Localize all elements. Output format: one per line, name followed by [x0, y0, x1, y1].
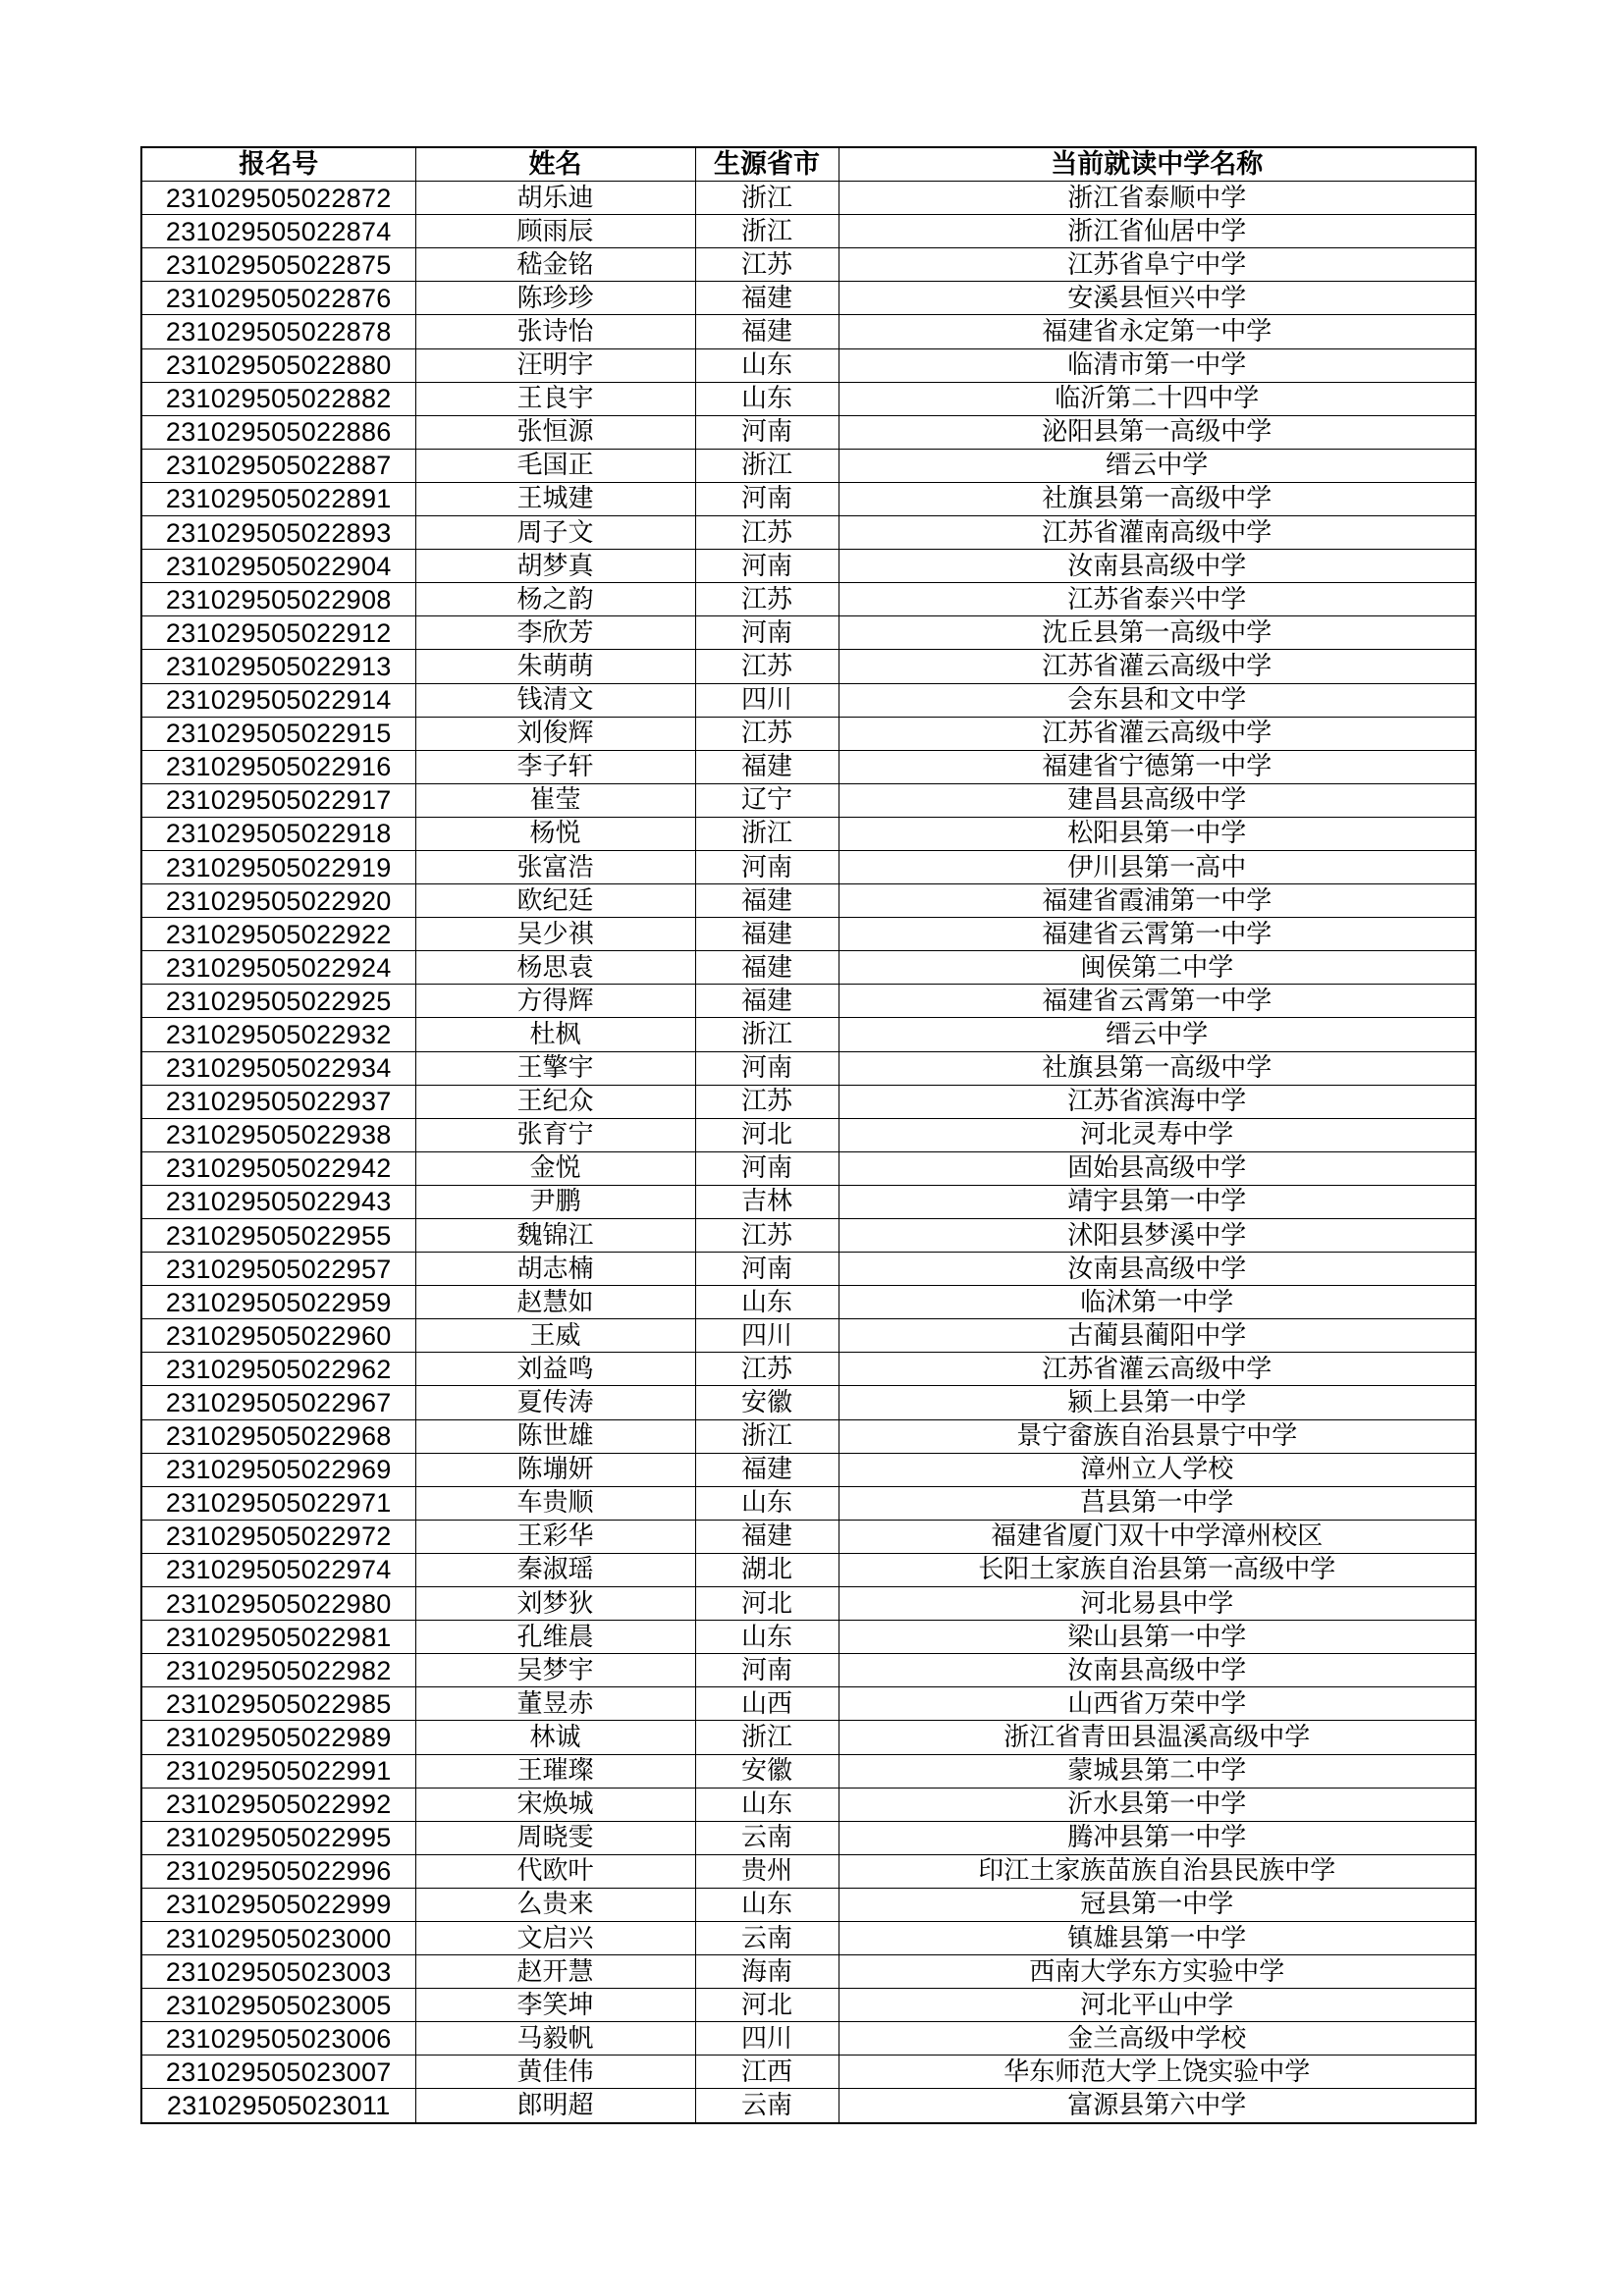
- province-cell: 浙江: [695, 1721, 839, 1754]
- name-cell: 陈珍珍: [415, 282, 695, 315]
- table-row: [141, 1386, 1476, 1419]
- name-cell: 胡乐迪: [415, 182, 695, 215]
- province-cell: 浙江: [695, 182, 839, 215]
- table-row: [141, 783, 1476, 817]
- registration-number-cell: 231029505022969: [141, 1453, 415, 1486]
- registration-number-cell: 231029505022912: [141, 616, 415, 650]
- school-name-cell: 江苏省泰兴中学: [839, 583, 1476, 616]
- province-cell: 江西: [695, 2056, 839, 2089]
- name-cell: 金悦: [415, 1151, 695, 1185]
- name-cell: 林诚: [415, 1721, 695, 1754]
- school-name-cell: 福建省宁德第一中学: [839, 750, 1476, 783]
- registration-number-cell: 231029505022968: [141, 1419, 415, 1453]
- registration-number-cell: 231029505022981: [141, 1621, 415, 1654]
- name-cell: 宋焕城: [415, 1788, 695, 1821]
- registration-number-cell: 231029505022917: [141, 783, 415, 817]
- name-cell: 李子轩: [415, 750, 695, 783]
- table-row: [141, 2056, 1476, 2089]
- registration-number-cell: 231029505022915: [141, 717, 415, 750]
- table-row: [141, 884, 1476, 918]
- school-name-cell: 汝南县高级中学: [839, 1654, 1476, 1687]
- province-cell: 河南: [695, 550, 839, 583]
- school-name-cell: 景宁畲族自治县景宁中学: [839, 1419, 1476, 1453]
- table-row: [141, 1654, 1476, 1687]
- registration-number-cell: 231029505022882: [141, 382, 415, 415]
- name-cell: 夏传涛: [415, 1386, 695, 1419]
- school-name-cell: 漳州立人学校: [839, 1453, 1476, 1486]
- registration-number-cell: 231029505022891: [141, 482, 415, 515]
- table-row: [141, 2089, 1476, 2123]
- school-name-cell: 临沂第二十四中学: [839, 382, 1476, 415]
- name-cell: 刘俊辉: [415, 717, 695, 750]
- province-cell: 辽宁: [695, 783, 839, 817]
- table-body: [141, 182, 1476, 2123]
- school-name-cell: 富源县第六中学: [839, 2089, 1476, 2123]
- school-name-cell: 福建省云霄第一中学: [839, 985, 1476, 1018]
- table-row: [141, 1453, 1476, 1486]
- registration-number-cell: 231029505022925: [141, 985, 415, 1018]
- province-cell: 山东: [695, 1286, 839, 1319]
- school-name-cell: 江苏省灌南高级中学: [839, 516, 1476, 550]
- table-row: [141, 482, 1476, 515]
- table-row: [141, 1520, 1476, 1553]
- name-cell: 张诗怡: [415, 315, 695, 348]
- province-cell: 河南: [695, 415, 839, 449]
- school-name-cell: 山西省万荣中学: [839, 1687, 1476, 1721]
- school-name-cell: 固始县高级中学: [839, 1151, 1476, 1185]
- province-cell: 山东: [695, 348, 839, 382]
- province-cell: 安徽: [695, 1386, 839, 1419]
- table-row: [141, 1486, 1476, 1520]
- province-cell: 江苏: [695, 516, 839, 550]
- name-cell: 周子文: [415, 516, 695, 550]
- name-cell: 黄佳伟: [415, 2056, 695, 2089]
- registration-number-cell: 231029505022919: [141, 850, 415, 883]
- province-cell: 四川: [695, 1319, 839, 1353]
- name-cell: 刘梦狄: [415, 1587, 695, 1621]
- province-cell: 云南: [695, 2089, 839, 2123]
- province-cell: 福建: [695, 750, 839, 783]
- name-cell: 周晓雯: [415, 1821, 695, 1854]
- table-row: [141, 1587, 1476, 1621]
- province-cell: 浙江: [695, 449, 839, 482]
- school-name-cell: 河北易县中学: [839, 1587, 1476, 1621]
- school-name-cell: 江苏省灌云高级中学: [839, 1353, 1476, 1386]
- registration-number-cell: 231029505022908: [141, 583, 415, 616]
- registration-number-cell: 231029505023011: [141, 2089, 415, 2123]
- province-cell: 浙江: [695, 1419, 839, 1453]
- school-name-cell: 江苏省灌云高级中学: [839, 650, 1476, 683]
- name-cell: 崔莹: [415, 783, 695, 817]
- registration-number-cell: 231029505022872: [141, 182, 415, 215]
- school-name-cell: 浙江省青田县温溪高级中学: [839, 1721, 1476, 1754]
- name-cell: 车贵顺: [415, 1486, 695, 1520]
- table-row: [141, 1085, 1476, 1118]
- name-cell: 刘益鸣: [415, 1353, 695, 1386]
- name-cell: 秦淑瑶: [415, 1553, 695, 1586]
- registration-number-cell: 231029505022916: [141, 750, 415, 783]
- registration-number-cell: 231029505022960: [141, 1319, 415, 1353]
- table-row: [141, 1621, 1476, 1654]
- table-row: [141, 717, 1476, 750]
- school-name-cell: 福建省厦门双十中学漳州校区: [839, 1520, 1476, 1553]
- registration-number-cell: 231029505022955: [141, 1219, 415, 1253]
- registration-number-cell: 231029505022980: [141, 1587, 415, 1621]
- registration-number-cell: 231029505022913: [141, 650, 415, 683]
- table-row: [141, 1888, 1476, 1921]
- school-name-cell: 福建省永定第一中学: [839, 315, 1476, 348]
- name-cell: 尹鹏: [415, 1185, 695, 1218]
- province-cell: 湖北: [695, 1553, 839, 1586]
- registration-number-cell: 231029505022875: [141, 248, 415, 282]
- province-cell: 云南: [695, 1821, 839, 1854]
- header-school-name: 当前就读中学名称: [839, 147, 1476, 182]
- name-cell: 赵开慧: [415, 1955, 695, 1989]
- province-cell: 四川: [695, 2022, 839, 2056]
- table-row: [141, 215, 1476, 248]
- table-row: [141, 282, 1476, 315]
- name-cell: 王良宇: [415, 382, 695, 415]
- province-cell: 山东: [695, 1888, 839, 1921]
- school-name-cell: 莒县第一中学: [839, 1486, 1476, 1520]
- table-row: [141, 1286, 1476, 1319]
- province-cell: 河南: [695, 482, 839, 515]
- registration-number-cell: 231029505022995: [141, 1821, 415, 1854]
- table-row: [141, 951, 1476, 985]
- province-cell: 河南: [695, 1151, 839, 1185]
- registration-number-cell: 231029505022989: [141, 1721, 415, 1754]
- school-name-cell: 汝南县高级中学: [839, 550, 1476, 583]
- school-name-cell: 沈丘县第一高级中学: [839, 616, 1476, 650]
- registration-number-cell: 231029505022887: [141, 449, 415, 482]
- table-row: [141, 1319, 1476, 1353]
- registration-number-cell: 231029505022934: [141, 1051, 415, 1085]
- name-cell: 钱清文: [415, 683, 695, 717]
- school-name-cell: 华东师范大学上饶实验中学: [839, 2056, 1476, 2089]
- registration-number-cell: 231029505022992: [141, 1788, 415, 1821]
- province-cell: 浙江: [695, 215, 839, 248]
- header-registration-number: 报名号: [141, 147, 415, 182]
- school-name-cell: 沂水县第一中学: [839, 1788, 1476, 1821]
- table-row: [141, 1921, 1476, 1954]
- name-cell: 陈世雄: [415, 1419, 695, 1453]
- name-cell: 胡梦真: [415, 550, 695, 583]
- province-cell: 河南: [695, 850, 839, 883]
- registration-number-cell: 231029505022971: [141, 1486, 415, 1520]
- registration-number-cell: 231029505022967: [141, 1386, 415, 1419]
- name-cell: 李欣芳: [415, 616, 695, 650]
- name-cell: 孔维晨: [415, 1621, 695, 1654]
- school-name-cell: 金兰高级中学校: [839, 2022, 1476, 2056]
- table-row: [141, 817, 1476, 850]
- province-cell: 河北: [695, 1989, 839, 2022]
- header-province: 生源省市: [695, 147, 839, 182]
- province-cell: 福建: [695, 884, 839, 918]
- province-cell: 安徽: [695, 1754, 839, 1788]
- school-name-cell: 闽侯第二中学: [839, 951, 1476, 985]
- registration-number-cell: 231029505022972: [141, 1520, 415, 1553]
- table-row: [141, 1788, 1476, 1821]
- school-name-cell: 福建省霞浦第一中学: [839, 884, 1476, 918]
- registration-number-cell: 231029505022982: [141, 1654, 415, 1687]
- registration-number-cell: 231029505022922: [141, 918, 415, 951]
- school-name-cell: 冠县第一中学: [839, 1888, 1476, 1921]
- name-cell: 王璀璨: [415, 1754, 695, 1788]
- province-cell: 福建: [695, 1520, 839, 1553]
- province-cell: 河南: [695, 1051, 839, 1085]
- table-row: [141, 616, 1476, 650]
- name-cell: 王城建: [415, 482, 695, 515]
- name-cell: 代欧叶: [415, 1854, 695, 1888]
- province-cell: 福建: [695, 282, 839, 315]
- province-cell: 福建: [695, 951, 839, 985]
- school-name-cell: 河北平山中学: [839, 1989, 1476, 2022]
- name-cell: 么贵来: [415, 1888, 695, 1921]
- registration-number-cell: 231029505022918: [141, 817, 415, 850]
- province-cell: 吉林: [695, 1185, 839, 1218]
- registration-number-cell: 231029505023005: [141, 1989, 415, 2022]
- table-row: [141, 1185, 1476, 1218]
- province-cell: 四川: [695, 683, 839, 717]
- table-row: [141, 449, 1476, 482]
- registration-number-cell: 231029505022880: [141, 348, 415, 382]
- name-cell: 胡志楠: [415, 1253, 695, 1286]
- registration-number-cell: 231029505023000: [141, 1921, 415, 1954]
- table-row: [141, 1419, 1476, 1453]
- province-cell: 河南: [695, 1253, 839, 1286]
- school-name-cell: 镇雄县第一中学: [839, 1921, 1476, 1954]
- name-cell: 李笑坤: [415, 1989, 695, 2022]
- name-cell: 吴梦宇: [415, 1654, 695, 1687]
- province-cell: 浙江: [695, 817, 839, 850]
- school-name-cell: 蒙城县第二中学: [839, 1754, 1476, 1788]
- registration-number-cell: 231029505022937: [141, 1085, 415, 1118]
- table-row: [141, 415, 1476, 449]
- registration-number-cell: 231029505022962: [141, 1353, 415, 1386]
- province-cell: 河北: [695, 1118, 839, 1151]
- school-name-cell: 沭阳县梦溪中学: [839, 1219, 1476, 1253]
- registration-number-cell: 231029505022893: [141, 516, 415, 550]
- table-row: [141, 850, 1476, 883]
- table-row: [141, 918, 1476, 951]
- table-row: [141, 1854, 1476, 1888]
- school-name-cell: 靖宇县第一中学: [839, 1185, 1476, 1218]
- table-row: [141, 650, 1476, 683]
- name-cell: 顾雨辰: [415, 215, 695, 248]
- name-cell: 董昱赤: [415, 1687, 695, 1721]
- province-cell: 江苏: [695, 583, 839, 616]
- registration-number-cell: 231029505022999: [141, 1888, 415, 1921]
- school-name-cell: 社旗县第一高级中学: [839, 482, 1476, 515]
- registration-number-cell: 231029505022943: [141, 1185, 415, 1218]
- province-cell: 河南: [695, 616, 839, 650]
- table-row: [141, 985, 1476, 1018]
- registration-number-cell: 231029505022957: [141, 1253, 415, 1286]
- table-row: [141, 382, 1476, 415]
- province-cell: 江苏: [695, 1219, 839, 1253]
- header-name: 姓名: [415, 147, 695, 182]
- school-name-cell: 浙江省仙居中学: [839, 215, 1476, 248]
- student-list-table: [140, 146, 1477, 2124]
- name-cell: 杨之韵: [415, 583, 695, 616]
- school-name-cell: 伊川县第一高中: [839, 850, 1476, 883]
- registration-number-cell: 231029505022886: [141, 415, 415, 449]
- school-name-cell: 河北灵寿中学: [839, 1118, 1476, 1151]
- school-name-cell: 梁山县第一中学: [839, 1621, 1476, 1654]
- registration-number-cell: 231029505022991: [141, 1754, 415, 1788]
- name-cell: 张富浩: [415, 850, 695, 883]
- school-name-cell: 会东县和文中学: [839, 683, 1476, 717]
- registration-number-cell: 231029505022938: [141, 1118, 415, 1151]
- province-cell: 江苏: [695, 717, 839, 750]
- name-cell: 方得辉: [415, 985, 695, 1018]
- table-row: [141, 1353, 1476, 1386]
- table-row: [141, 1754, 1476, 1788]
- registration-number-cell: 231029505022920: [141, 884, 415, 918]
- registration-number-cell: 231029505023006: [141, 2022, 415, 2056]
- school-name-cell: 社旗县第一高级中学: [839, 1051, 1476, 1085]
- table-row: [141, 583, 1476, 616]
- name-cell: 马毅帆: [415, 2022, 695, 2056]
- school-name-cell: 安溪县恒兴中学: [839, 282, 1476, 315]
- registration-number-cell: 231029505022985: [141, 1687, 415, 1721]
- school-name-cell: 泌阳县第一高级中学: [839, 415, 1476, 449]
- header-row: [141, 147, 1476, 182]
- registration-number-cell: 231029505022874: [141, 215, 415, 248]
- school-name-cell: 西南大学东方实验中学: [839, 1955, 1476, 1989]
- table-row: [141, 315, 1476, 348]
- school-name-cell: 松阳县第一中学: [839, 817, 1476, 850]
- name-cell: 朱萌萌: [415, 650, 695, 683]
- province-cell: 山东: [695, 1486, 839, 1520]
- province-cell: 江苏: [695, 248, 839, 282]
- school-name-cell: 长阳土家族自治县第一高级中学: [839, 1553, 1476, 1586]
- table-row: [141, 516, 1476, 550]
- table-row: [141, 1219, 1476, 1253]
- province-cell: 山西: [695, 1687, 839, 1721]
- name-cell: 汪明宇: [415, 348, 695, 382]
- table-row: [141, 1253, 1476, 1286]
- school-name-cell: 颍上县第一中学: [839, 1386, 1476, 1419]
- name-cell: 杜枫: [415, 1018, 695, 1051]
- registration-number-cell: 231029505022876: [141, 282, 415, 315]
- school-name-cell: 缙云中学: [839, 1018, 1476, 1051]
- registration-number-cell: 231029505022932: [141, 1018, 415, 1051]
- registration-number-cell: 231029505022904: [141, 550, 415, 583]
- table-row: [141, 1687, 1476, 1721]
- province-cell: 山东: [695, 1788, 839, 1821]
- registration-number-cell: 231029505023003: [141, 1955, 415, 1989]
- registration-number-cell: 231029505022878: [141, 315, 415, 348]
- school-name-cell: 腾冲县第一中学: [839, 1821, 1476, 1854]
- school-name-cell: 建昌县高级中学: [839, 783, 1476, 817]
- table-row: [141, 1721, 1476, 1754]
- province-cell: 河南: [695, 1654, 839, 1687]
- table-row: [141, 1989, 1476, 2022]
- school-name-cell: 临清市第一中学: [839, 348, 1476, 382]
- table-row: [141, 1553, 1476, 1586]
- school-name-cell: 印江土家族苗族自治县民族中学: [839, 1854, 1476, 1888]
- province-cell: 江苏: [695, 1085, 839, 1118]
- name-cell: 魏锦江: [415, 1219, 695, 1253]
- table-row: [141, 550, 1476, 583]
- table-row: [141, 1821, 1476, 1854]
- province-cell: 浙江: [695, 1018, 839, 1051]
- province-cell: 江苏: [695, 650, 839, 683]
- name-cell: 陈塴妍: [415, 1453, 695, 1486]
- name-cell: 郎明超: [415, 2089, 695, 2123]
- table-row: [141, 1018, 1476, 1051]
- name-cell: 赵慧如: [415, 1286, 695, 1319]
- school-name-cell: 江苏省滨海中学: [839, 1085, 1476, 1118]
- province-cell: 云南: [695, 1921, 839, 1954]
- registration-number-cell: 231029505022959: [141, 1286, 415, 1319]
- province-cell: 福建: [695, 1453, 839, 1486]
- name-cell: 王擎宇: [415, 1051, 695, 1085]
- table-row: [141, 182, 1476, 215]
- name-cell: 杨悦: [415, 817, 695, 850]
- province-cell: 海南: [695, 1955, 839, 1989]
- province-cell: 山东: [695, 382, 839, 415]
- table-row: [141, 1118, 1476, 1151]
- name-cell: 吴少祺: [415, 918, 695, 951]
- registration-number-cell: 231029505022974: [141, 1553, 415, 1586]
- name-cell: 嵇金铭: [415, 248, 695, 282]
- province-cell: 福建: [695, 918, 839, 951]
- name-cell: 文启兴: [415, 1921, 695, 1954]
- province-cell: 河北: [695, 1587, 839, 1621]
- school-name-cell: 江苏省灌云高级中学: [839, 717, 1476, 750]
- name-cell: 王纪众: [415, 1085, 695, 1118]
- name-cell: 张育宁: [415, 1118, 695, 1151]
- name-cell: 张恒源: [415, 415, 695, 449]
- province-cell: 江苏: [695, 1353, 839, 1386]
- province-cell: 山东: [695, 1621, 839, 1654]
- province-cell: 福建: [695, 985, 839, 1018]
- name-cell: 欧纪廷: [415, 884, 695, 918]
- table-row: [141, 348, 1476, 382]
- table-row: [141, 248, 1476, 282]
- table-row: [141, 1955, 1476, 1989]
- registration-number-cell: 231029505022996: [141, 1854, 415, 1888]
- school-name-cell: 江苏省阜宁中学: [839, 248, 1476, 282]
- registration-number-cell: 231029505022914: [141, 683, 415, 717]
- table-row: [141, 1151, 1476, 1185]
- table-row: [141, 750, 1476, 783]
- table-header: [141, 147, 1476, 182]
- table-row: [141, 1051, 1476, 1085]
- registration-number-cell: 231029505022942: [141, 1151, 415, 1185]
- school-name-cell: 浙江省泰顺中学: [839, 182, 1476, 215]
- school-name-cell: 古蔺县蔺阳中学: [839, 1319, 1476, 1353]
- school-name-cell: 缙云中学: [839, 449, 1476, 482]
- name-cell: 毛国正: [415, 449, 695, 482]
- table-row: [141, 2022, 1476, 2056]
- name-cell: 王威: [415, 1319, 695, 1353]
- name-cell: 杨思袁: [415, 951, 695, 985]
- school-name-cell: 临沭第一中学: [839, 1286, 1476, 1319]
- registration-number-cell: 231029505022924: [141, 951, 415, 985]
- province-cell: 贵州: [695, 1854, 839, 1888]
- school-name-cell: 汝南县高级中学: [839, 1253, 1476, 1286]
- registration-number-cell: 231029505023007: [141, 2056, 415, 2089]
- school-name-cell: 福建省云霄第一中学: [839, 918, 1476, 951]
- name-cell: 王彩华: [415, 1520, 695, 1553]
- province-cell: 福建: [695, 315, 839, 348]
- table-row: [141, 683, 1476, 717]
